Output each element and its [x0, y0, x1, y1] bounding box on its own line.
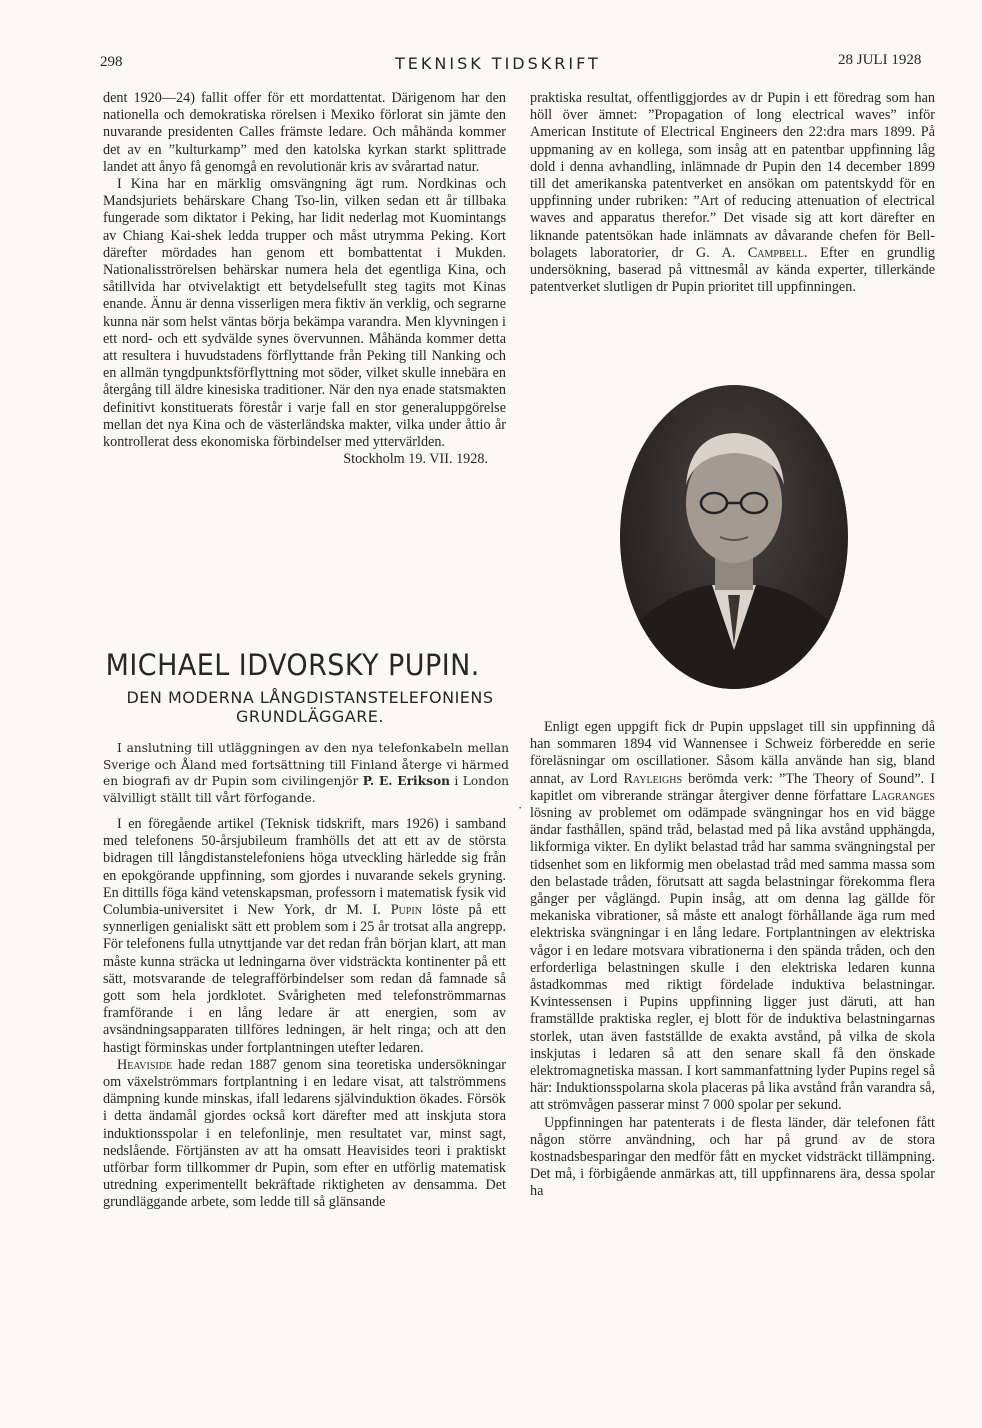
signature-line	[103, 451, 506, 468]
journal-title: TEKNISK TIDSKRIFT	[395, 54, 601, 73]
left-column-bottom	[103, 816, 506, 1212]
paragraph: I en föregående artikel (Teknisk tidskrift, mars 1926) i samband med telefonens 50-årsjubileum framhölls det att ett av de största bidragen till långdistanstelefoniens höga utveckling härledde sig från en epokgörande uppfinning, som gjordes i nuvarande sekels gryning. En dittills föga känd vetenskapsman, professorn i matematisk fysik vid Columbia-universitet i New York, dr M. I. Pupin löste på ett synnerligen genialiskt sätt ett problem som i 25 år trotsat alla angrepp. För telefonens fulla utnyttjande var det redan från början klart, att man måste kunna sträcka ut ledningarna över vidsträckta kontinenter på ett sätt, motsvarande de telegrafförbindelser som redan då famnade så gott som hela jordklotet. Svårigheten med telefonströmmarnas framförande i en lång ledare är att energien, som av avsändningsapparaten tillföres ledningen, är helt ringa; och att den hastigt förminskas under fortplantningen utefter ledaren.	[103, 816, 507, 1056]
intro-text: I anslutning till utläggningen av den nya telefonkabeln mellan Sverige och Åland med fortsättning till Finland återge vi härmed en biografi av dr Pupin som civilingenjör	[103, 741, 509, 788]
running-header	[0, 50, 982, 76]
intro-author: P. E. Erikson	[362, 774, 450, 788]
paragraph: Uppfinningen har patenterats i de flesta länder, där telefonen fått någon större användning, och har på grund av de stora kostnadsbesparingar den medför fått en mycket vidsträckt tillämpning. Det må, i förbigående anmärkas att, till uppfinnarens ära, dessa spolar ha	[530, 1114, 935, 1200]
paragraph: Enligt egen uppgift fick dr Pupin uppslaget till sin uppfinning då han sommaren 1894 vid Wannensee i Schweiz förberedde en serie föreläsningar om oscillationer. Såsom källa använde han sig, bland annat, av Lord Rayleighs berömda verk: ”The Theory of Sound”. I kapitlet om vibrerande strängar återgiver denne författare Lagranges lösning av problemet om odämpade svängningar hos en vid bägge ändar fasthållen, spänd tråd, belastad med på lika avstånd upphängda, likformiga vikter. En dylikt belastad tråd har samma svängningstal per tidsenhet som en likformig men obelastad tråd med samma massa som den belastade tråden, förutsatt att sagda belastningar förekomma flera gånger per våglängd. Pupin insåg, att om denna lag gällde för mekaniska vibrationer, så måste ett analogt förhållande äga rum med elektriska svängningar i en lång ledare. Fortplantningen av elektriska vågor i en ledare motsvara vibrationerna i den spända tråden, och den erforderliga belastningen skulle i den elektriska ledaren kunna åstadkommas med riktigt fördelade induktiva belastningar. Kvintessensen i Pupins uppfinning ligger just däruti, att han framställde praktiska regler, ej blott för de induktiva belastningarnas storlek, utan även fastställde de exakta avstånd, på vilka de skola inskjutas i ledaren så att den senare skall få den önskade elektromagnetiska massan. I kort sammanfattning lyder Pupins regel så här: Induktionsspolarna skola placeras på lika avstånd från varandra så, att strömvågen passerar minst 7 000 spolar per sekund.	[530, 719, 936, 1114]
issue-date: 28 JULI 1928	[838, 52, 922, 68]
article-intro	[103, 740, 509, 806]
right-column-top	[530, 90, 935, 296]
portrait-illustration	[620, 385, 848, 689]
person-name: Rayleighs	[623, 770, 683, 787]
paragraph: praktiska resultat, offentliggjordes av dr Pupin i ett föredrag som han höll över ämnet: ”Propagation of long electrical waves” inför American Institute of Electrical Engineers den 22:dra mars 1899. På uppmaning av en kollega, som insåg att en patentbar uppfinning låg dold i denna avhandling, inlämnade dr Pupin den 14 december 1899 till det amerikanska patentverket en ansökan om patentskydd för en uppfinning under rubriken: ”Art of reducing attenuation of electrical waves and apparatus therefor.” Det visade sig att kort därefter en liknande patentsökan hade inlämnats av dåvarande chefen för Bell-bolagets laboratorier, dr G. A. Campbell. Efter en grundlig undersökning, baserad på vittnesmål av kända experter, tillerkände patentverket slutligen dr Pupin prioritet till uppfinningen.	[530, 90, 936, 296]
person-name: Heaviside	[117, 1056, 173, 1073]
paragraph: dent 1920—24) fallit offer för ett mordattentat. Därigenom har den nationella och demokratiska rörelsen i Mexiko förlorat sin jämte den nuvarande presidenten Calles främste ledare. Och måhända kommer det av en ”kulturkamp” med den katolska kyrkan starkt splittrade landet att ånyo få genomgå en revolutionär kris av svårartad natur.	[103, 90, 506, 175]
margin-mark: ·	[518, 800, 523, 815]
portrait-photo	[620, 385, 848, 689]
person-name: Pupin	[390, 902, 422, 919]
right-column-bottom	[530, 719, 935, 1201]
article-title: MICHAEL IDVORSKY PUPIN.	[105, 648, 480, 682]
signature: Stockholm 19. VII. 1928.	[343, 451, 488, 468]
intro-tail: i London välvilligt ställt till vårt förfogande.	[103, 774, 510, 805]
person-name: Lagranges	[871, 787, 935, 804]
person-name: Campbell.	[747, 244, 808, 261]
left-column-top	[103, 90, 506, 468]
article-subtitle: DEN MODERNA LÅNGDISTANSTELEFONIENS GRUNDLÄGGARE.	[126, 688, 494, 726]
page-number: 298	[100, 54, 123, 70]
paragraph: Heaviside hade redan 1887 genom sina teoretiska undersökningar om växelströmmars fortplantning i en ledare visat, att talströmmens dämpning kunde minskas, ifall ledarens självinduktion ökades. Försök i detta ändamål gjordes också kort därefter med att inskjuta stora induktionsspolar i en telefonlinje, men resultatet var, minst sagt, nedslående. Förtjänsten av att ha omsatt Heavisides teori i praktiskt utförbar form tillkommer dr Pupin, som efter en utförlig matematisk utredning experimentellt bekräftade riktigheten av densamma. Det grundläggande arbete, som ledde till så glänsande	[103, 1056, 506, 1211]
paragraph: I Kina har en märklig omsvängning ägt rum. Nordkinas och Mandsjuriets behärskare Chang Tso-lin, vilken sedan ett år tillbaka fungerade som diktator i Peking, har lidit nederlag mot Kuomintangs av Chiang Kai-shek ledda trupper och måst utrymma Peking. Kort därefter mördades han genom ett bombattentat i Mukden. Nationalisströrelsen behärskar numera hela det egentliga Kina, och såtillvida har otvivelaktigt ett betydelsefullt steg tagits mot Kinas enande. Ännu är denna visserligen mera fiktiv än verklig, och segrarne kunna när som helst väntas börja bekämpa varandra. Men klyvningen i ett nord- och ett sydvälde synes övervunnen. Måhända kommer detta att resultera i huvudstadens förflyttande från Peking till Nanking och en allmän tyngdpunktsförflyttning mot söder, vilket skulle innebära en återgång till äldre kinesiska traditioner. När den nya enade statsmakten definitivt konstituerats förestår i varje fall en stor generaluppgörelse mellan det nya Kina och de västerländska makter, vilka under åttio år kontrollerat dess ekonomiska förbindelser med yttervärlden.	[103, 176, 506, 451]
